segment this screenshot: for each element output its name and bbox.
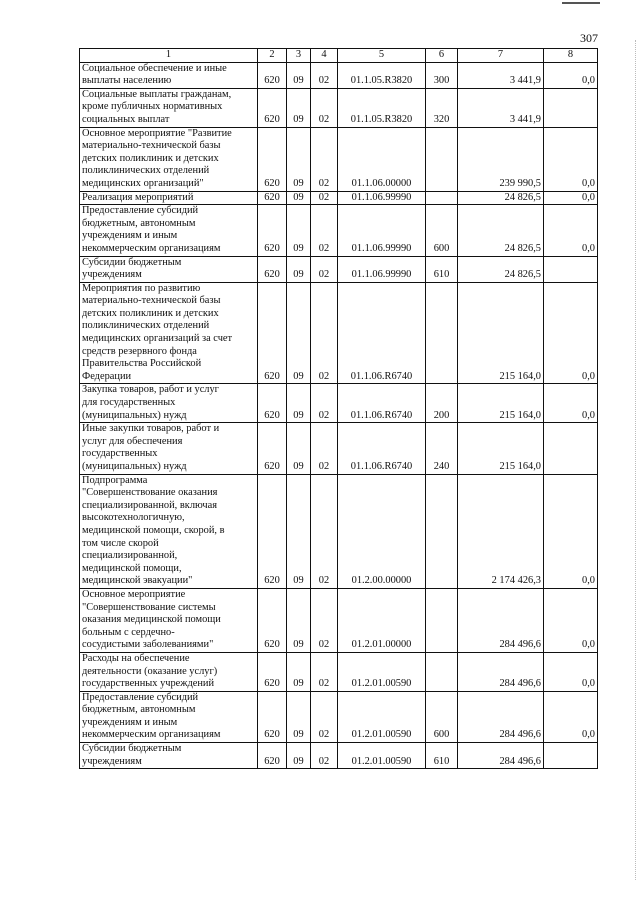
cell-amount: 215 164,0 [458, 423, 544, 474]
header-cell: 2 [258, 49, 287, 63]
cell-code-3: 09 [287, 88, 311, 127]
row-name: Иные закупки товаров, работ и услуг для обеспечения государственных (муниципальных) нужд [80, 423, 258, 474]
table-row [80, 191, 598, 205]
cell-code-2: 620 [258, 62, 287, 88]
cell-amount-2: 0,0 [544, 127, 598, 191]
cell-code-3: 09 [287, 191, 311, 205]
cell-code-3: 09 [287, 743, 311, 769]
cell-code-3: 09 [287, 127, 311, 191]
table-body [80, 62, 598, 769]
cell-code-2: 620 [258, 588, 287, 652]
cell-code-3: 09 [287, 205, 311, 256]
cell-code-2: 620 [258, 652, 287, 691]
cell-code-4: 02 [311, 191, 338, 205]
cell-target-article: 01.1.06.99990 [338, 256, 426, 282]
cell-expense-type [426, 588, 458, 652]
cell-code-4: 02 [311, 691, 338, 742]
cell-amount: 3 441,9 [458, 88, 544, 127]
row-name: Мероприятия по развитию материально-технической базы детских поликлиник и детских поликлинических отделений медицинских организаций за счет средств резервного фонда Правительства Российской Федерации [80, 282, 258, 384]
cell-expense-type: 600 [426, 691, 458, 742]
cell-target-article: 01.1.06.R6740 [338, 384, 426, 423]
cell-amount: 284 496,6 [458, 743, 544, 769]
row-name: Подпрограмма "Совершенствование оказания специализированной, включая высокотехнологичную, медицинской помощи, скорой, в том числе скорой специализированной, медицинской помощи, медицинской эвакуации" [80, 474, 258, 588]
row-name: Субсидии бюджетным учреждениям [80, 743, 258, 769]
header-cell: 7 [458, 49, 544, 63]
header-cell: 1 [80, 49, 258, 63]
cell-expense-type [426, 191, 458, 205]
cell-amount-2: 0,0 [544, 474, 598, 588]
cell-amount: 3 441,9 [458, 62, 544, 88]
header-cell: 8 [544, 49, 598, 63]
table-row [80, 423, 598, 474]
table-row [80, 384, 598, 423]
scan-edge [635, 40, 636, 880]
cell-target-article: 01.2.01.00590 [338, 743, 426, 769]
cell-target-article: 01.1.06.99990 [338, 191, 426, 205]
row-name: Предоставление субсидий бюджетным, автономным учреждениям и иным некоммерческим организациям [80, 205, 258, 256]
cell-amount-2 [544, 423, 598, 474]
table-row [80, 588, 598, 652]
cell-expense-type: 200 [426, 384, 458, 423]
cell-target-article: 01.2.01.00590 [338, 691, 426, 742]
cell-expense-type [426, 474, 458, 588]
scan-mark [562, 2, 600, 4]
header-cell: 5 [338, 49, 426, 63]
row-name: Расходы на обеспечение деятельности (оказание услуг) государственных учреждений [80, 652, 258, 691]
cell-code-4: 02 [311, 588, 338, 652]
cell-amount-2: 0,0 [544, 191, 598, 205]
cell-code-4: 02 [311, 282, 338, 384]
row-name: Социальные выплаты гражданам, кроме публичных нормативных социальных выплат [80, 88, 258, 127]
header-row [80, 49, 598, 63]
row-name: Социальное обеспечение и иные выплаты населению [80, 62, 258, 88]
cell-code-2: 620 [258, 256, 287, 282]
cell-amount: 24 826,5 [458, 256, 544, 282]
row-name: Закупка товаров, работ и услуг для государственных (муниципальных) нужд [80, 384, 258, 423]
cell-code-4: 02 [311, 62, 338, 88]
cell-code-3: 09 [287, 423, 311, 474]
table-row [80, 88, 598, 127]
cell-code-2: 620 [258, 191, 287, 205]
cell-amount: 284 496,6 [458, 652, 544, 691]
cell-code-4: 02 [311, 384, 338, 423]
cell-code-4: 02 [311, 88, 338, 127]
header-cell: 6 [426, 49, 458, 63]
cell-amount: 2 174 426,3 [458, 474, 544, 588]
cell-target-article: 01.1.05.R3820 [338, 88, 426, 127]
cell-code-2: 620 [258, 691, 287, 742]
cell-code-3: 09 [287, 384, 311, 423]
cell-amount-2 [544, 256, 598, 282]
cell-code-3: 09 [287, 691, 311, 742]
row-name: Основное мероприятие "Развитие материально-технической базы детских поликлиник и детских поликлинических отделений медицинских организаций" [80, 127, 258, 191]
cell-code-2: 620 [258, 282, 287, 384]
cell-amount: 284 496,6 [458, 588, 544, 652]
table-row [80, 127, 598, 191]
row-name: Предоставление субсидий бюджетным, автономным учреждениям и иным некоммерческим организациям [80, 691, 258, 742]
cell-code-2: 620 [258, 205, 287, 256]
cell-code-4: 02 [311, 474, 338, 588]
budget-table [79, 48, 598, 769]
cell-target-article: 01.1.06.R6740 [338, 282, 426, 384]
table-row [80, 62, 598, 88]
cell-amount-2: 0,0 [544, 691, 598, 742]
cell-target-article: 01.2.01.00590 [338, 652, 426, 691]
table-row [80, 256, 598, 282]
table-row [80, 474, 598, 588]
cell-amount: 284 496,6 [458, 691, 544, 742]
cell-code-4: 02 [311, 256, 338, 282]
cell-target-article: 01.1.06.99990 [338, 205, 426, 256]
header-cell: 3 [287, 49, 311, 63]
cell-target-article: 01.2.01.00000 [338, 588, 426, 652]
cell-expense-type [426, 282, 458, 384]
cell-amount-2: 0,0 [544, 62, 598, 88]
cell-target-article: 01.2.00.00000 [338, 474, 426, 588]
cell-target-article: 01.1.05.R3820 [338, 62, 426, 88]
table-row [80, 743, 598, 769]
cell-expense-type: 320 [426, 88, 458, 127]
cell-amount-2 [544, 743, 598, 769]
cell-amount-2: 0,0 [544, 282, 598, 384]
cell-code-2: 620 [258, 743, 287, 769]
cell-amount-2: 0,0 [544, 652, 598, 691]
cell-code-2: 620 [258, 423, 287, 474]
cell-code-2: 620 [258, 384, 287, 423]
page-number: 307 [580, 31, 598, 45]
cell-code-3: 09 [287, 282, 311, 384]
cell-amount-2 [544, 88, 598, 127]
cell-amount-2: 0,0 [544, 205, 598, 256]
cell-code-4: 02 [311, 127, 338, 191]
cell-code-3: 09 [287, 588, 311, 652]
cell-expense-type: 300 [426, 62, 458, 88]
cell-expense-type: 240 [426, 423, 458, 474]
cell-expense-type [426, 127, 458, 191]
cell-expense-type: 600 [426, 205, 458, 256]
cell-code-2: 620 [258, 127, 287, 191]
cell-code-3: 09 [287, 652, 311, 691]
row-name: Реализация мероприятий [80, 191, 258, 205]
row-name: Основное мероприятие "Совершенствование системы оказания медицинской помощи больным с сердечно- сосудистыми заболеваниями" [80, 588, 258, 652]
cell-code-4: 02 [311, 652, 338, 691]
cell-amount: 215 164,0 [458, 384, 544, 423]
table-row [80, 691, 598, 742]
cell-code-2: 620 [258, 88, 287, 127]
row-name: Субсидии бюджетным учреждениям [80, 256, 258, 282]
cell-expense-type [426, 652, 458, 691]
cell-amount: 24 826,5 [458, 205, 544, 256]
cell-expense-type: 610 [426, 743, 458, 769]
cell-code-2: 620 [258, 474, 287, 588]
cell-code-3: 09 [287, 474, 311, 588]
cell-amount-2: 0,0 [544, 384, 598, 423]
cell-expense-type: 610 [426, 256, 458, 282]
table-row [80, 205, 598, 256]
cell-target-article: 01.1.06.00000 [338, 127, 426, 191]
cell-amount: 215 164,0 [458, 282, 544, 384]
cell-amount: 239 990,5 [458, 127, 544, 191]
cell-code-4: 02 [311, 205, 338, 256]
cell-code-4: 02 [311, 743, 338, 769]
cell-amount-2: 0,0 [544, 588, 598, 652]
table-row [80, 282, 598, 384]
cell-code-4: 02 [311, 423, 338, 474]
cell-code-3: 09 [287, 256, 311, 282]
cell-amount: 24 826,5 [458, 191, 544, 205]
cell-code-3: 09 [287, 62, 311, 88]
cell-target-article: 01.1.06.R6740 [338, 423, 426, 474]
table-row [80, 652, 598, 691]
header-cell: 4 [311, 49, 338, 63]
